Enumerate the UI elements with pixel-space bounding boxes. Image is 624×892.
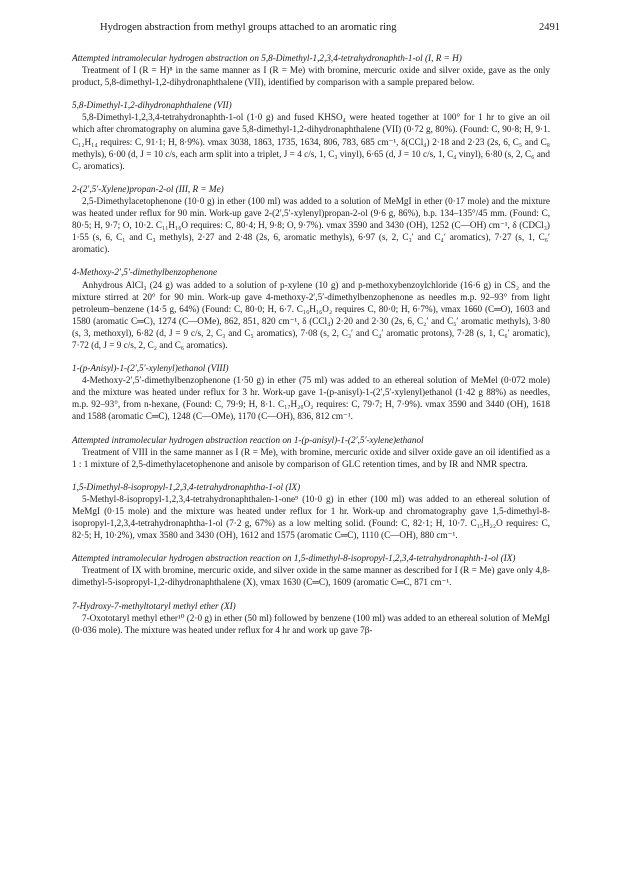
section-heading: 4-Methoxy-2′,5′-dimethylbenzophenone: [72, 267, 218, 278]
section-heading: 2-(2′,5′-Xylene)propan-2-ol (III, R = Me): [72, 183, 224, 194]
section-text: 5-Methyl-8-isopropyl-1,2,3,4-tetrahydronaphthalen-1-one⁹ (10·0 g) in ether (100 ml) was added to an ethereal solution of MeMgI (0·15 mole) and the mixture was heated under reflux for 1 hr. Work-up and chromatography gave 1,5-dimethyl-8-isopropyl-1,2,3,4-tetrahydronaphtha-1-ol (7·2 g, 67%) as a low melting solid. (Found: C, 82·1; H, 10·7. C₁₅H₂₂O requires: C, 82·5; H, 10·2%), νmax 3580 and 3430 (OH), 1612 and 1575 (aromatic C═C), 1110 (C—OH), 880 cm⁻¹.: [72, 493, 550, 541]
section-6: [72, 434, 550, 470]
section-8: [72, 552, 550, 588]
section-text: 2,5-Dimethylacetophenone (10·0 g) in ether (100 ml) was added to a solution of MeMgI in ether (0·17 mole) and the mixture was heated under reflux for 90 min. Work-up gave 2-(2′,5′-xylenyl)propan-2-ol (9·6 g, 86%), b.p. 134–135°/45 mm. (Found: C, 80·5; H, 9·7; O, 10·2. C₁₁H₁₆O requires: C, 80·4; H, 9·8; O, 9·7%). νmax 3590 and 3430 (OH), 1252 (C—OH) cm⁻¹, δ (CDCl₃) 1·55 (s, 6, C₁ and C₃ methyls), 2·27 and 2·48 (2s, 6, aromatic methyls), 6·97 (s, 2, C₃′ and C₄′ aromatics), 7·27 (s, 1, C₆′ aromatic).: [72, 195, 550, 255]
section-text: Treatment of VIII in the same manner as I (R = Me), with bromine, mercuric oxide and silver oxide gave an oil identified as a 1 : 1 mixture of 2,5-dimethylacetophenone and anisole by comparison of GLC retention times, and by IR and NMR spectra.: [72, 446, 550, 469]
article-body: [72, 52, 550, 640]
section-heading: Attempted intramolecular hydrogen abstraction reaction on 1,5-dimethyl-8-isopropyl-1,2,3,4-tetrahydronaphth-1-ol (IX): [72, 553, 516, 564]
section-text: Anhydrous AlCl₃ (24 g) was added to a solution of p-xylene (10 g) and p-methoxybenzoylchloride (16·6 g) in CS₂ and the mixture stirred at 20° for 90 min. Work-up gave 4-methoxy-2′,5′-dimethylbenzophenone as needles m.p. 92–93° from light petroleum–benzene (14·5 g, 64%) (Found: C, 80·0; H, 6·7. C₁₆H₁₆O₂ requires C, 80·0; H, 6·7%), νmax 1660 (C═O), 1603 and 1580 (aromatic C═C), 1274 (C—OMe), 862, 851, 820 cm⁻¹, δ (CCl₄) 2·20 and 2·30 (2s, 6, C₂′ and C₅′ aromatic methyls), 3·80 (s, 3, methoxyl), 6·82 (d, J = 9 c/s, 2, C₃ and C₅ aromatics), 7·08 (s, 2, C₃′ and C₄′ aromatic protons), 7·28 (s, 1, C₆′ aromatic), 7·72 (d, J = 9 c/s, 2, C₂ and C₆ aromatics).: [72, 279, 550, 350]
section-heading: Attempted intramolecular hydrogen abstraction reaction on 1-(p-anisyl)-1-(2′,5′-xylene)ethanol: [72, 434, 424, 445]
section-heading: 7-Hydroxy-7-methyltotaryl methyl ether (XI): [72, 600, 236, 611]
section-1: [72, 52, 550, 88]
section-text: Treatment of I (R = H)⁸ in the same manner as I (R = Me) with bromine, mercuric oxide and silver oxide, gave as the only product, 5,8-dimethyl-1,2-dihydronaphthalene (VII), identified by comparison with a sample prepared below.: [72, 65, 550, 88]
section-9: [72, 600, 550, 636]
section-text: Treatment of IX with bromine, mercuric oxide, and silver oxide in the same manner as described for I (R = Me) gave only 4,8-dimethyl-5-isopropyl-1,2-dihydronaphthalene (X), νmax 1630 (C═C), 1609 (aromatic C═C, 871 cm⁻¹.: [72, 565, 550, 588]
section-3: [72, 183, 550, 256]
section-4: [72, 266, 550, 351]
section-2: [72, 99, 550, 172]
section-heading: Attempted intramolecular hydrogen abstraction on 5,8-Dimethyl-1,2,3,4-tetrahydronaphth-1-ol (I, R = H): [72, 53, 462, 63]
page-number: 2491: [539, 22, 560, 33]
section-text: 4-Methoxy-2′,5′-dimethylbenzophenone (1·50 g) in ether (75 ml) was added to an ethereal solution of MeMel (0·072 mole) and the mixture was heated under reflux for 3 hr. Work-up gave 1-(p-anisyl)-1-(2′,5′-xylenyl)ethanol (1·42 g 88%) as needles, m.p. 92–93°, from n-hexane, (Found: C, 79·9; H, 8·1. C₁₇H₂₀O₂ requires: C, 79·7; H, 7·9%). νmax 3590 and 3440 (OH), 1618 and 1588 (aromatic C═C), 1248 (C—OMe), 1170 (C—OH), 836, 812 cm⁻¹.: [72, 375, 550, 422]
running-head-title: Hydrogen abstraction from methyl groups attached to an aromatic ring: [100, 22, 397, 33]
section-heading: 1,5-Dimethyl-8-isopropyl-1,2,3,4-tetrahydronaphtha-1-ol (IX): [72, 481, 301, 492]
section-7: [72, 481, 550, 541]
section-text: 7-Oxototaryl methyl ether¹⁰ (2·0 g) in ether (50 ml) followed by benzene (100 ml) was added to an ethereal solution of MeMgI (0·036 mole). The mixture was heated under reflux for 4 hr and work up gave 7β-: [72, 612, 550, 635]
section-5: [72, 362, 550, 422]
section-heading: 5,8-Dimethyl-1,2-dihydronaphthalene (VII): [72, 100, 232, 111]
section-text: 5,8-Dimethyl-1,2,3,4-tetrahydronaphth-1-ol (1·0 g) and fused KHSO₄ were heated together at 100° for 1 hr to give an oil which after chromatography on alumina gave 5,8-dimethyl-1,2-dihydronaphthalene (VII) (0·72 g, 80%). (Found: C, 90·8; H, 9·1. C₁₂H₁₄ requires: C, 91·1; H, 8·9%). νmax 3038, 1863, 1735, 1634, 806, 783, 685 cm⁻¹, δ(CCl₄) 2·18 and 2·23 (2s, 6, C₅ and C₈ methyls), 6·00 (d, J = 10 c/s, each arm split into a triplet, J = 4 c/s, 1, C₃ vinyl), 6·65 (d, J = 10 c/s, 1, C₄ vinyl), 6·80 (s, 2, C₆ and C₇ aromatics).: [72, 112, 550, 171]
section-heading: 1-(p-Anisyl)-1-(2′,5′-xylenyl)ethanol (VIII): [72, 363, 229, 374]
